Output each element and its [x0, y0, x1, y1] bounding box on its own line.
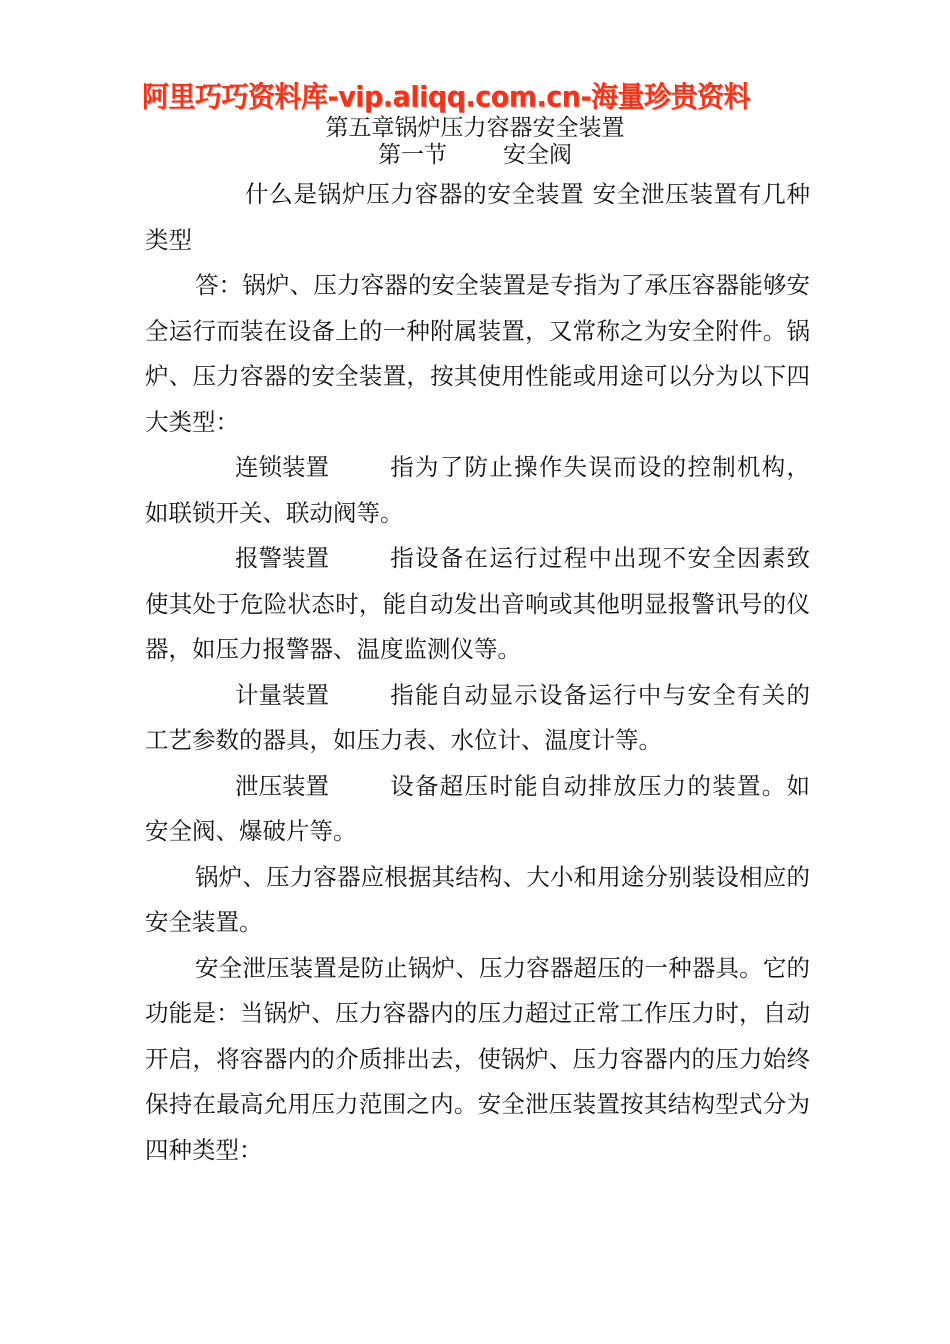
- section-name: 安全阀: [503, 142, 572, 168]
- body-paragraph: 安全泄压装置是防止锅炉、压力容器超压的一种器具。它的功能是：当锅炉、压力容器内的压力超过正常工作压力时，自动开启，将容器内的介质排出去，使锅炉、压力容器内的压力始终保持在最高允用压力范围之内。安全泄压装置按其结构型式分为四种类型：: [145, 953, 810, 1164]
- device-type-term: 报警装置: [235, 544, 329, 572]
- device-type-item: [145, 673, 810, 764]
- device-type-term: 连锁装置: [235, 453, 329, 481]
- watermark-banner: 阿里巧巧资料库-vip.aliqq.com.cn-海量珍贵资料: [142, 81, 751, 114]
- section-number: 第一节: [378, 142, 447, 168]
- document-body: [145, 172, 810, 1173]
- device-type-item: [145, 764, 810, 855]
- device-type-term: 计量装置: [235, 680, 329, 709]
- device-type-desc: 指设备在运行过程中出现不安全因素致使其处于危险状态时，能自动发出音响或其他明显报警讯号的仪器，如压力报警器、温度监测仪等。: [145, 544, 810, 663]
- answer-intro-paragraph: 答：锅炉、压力容器的安全装置是专指为了承压容器能够安全运行而装在设备上的一种附属装置，又常称之为安全附件。锅炉、压力容器的安全装置，按其使用性能或用途可以分为以下四大类型：: [145, 271, 810, 436]
- device-type-desc: 设备超压时能自动排放压力的装置。如安全阀、爆破片等。: [145, 771, 810, 845]
- device-type-desc: 指能自动显示设备运行中与安全有关的工艺参数的器具，如压力表、水位计、温度计等。: [145, 680, 810, 754]
- device-type-desc: 指为了防止操作失误而设的控制机构，如联锁开关、联动阀等。: [145, 453, 810, 527]
- body-paragraph: 锅炉、压力容器应根据其结构、大小和用途分别装设相应的安全装置。: [145, 862, 810, 936]
- device-type-term: 泄压装置: [235, 771, 329, 800]
- section-title: [0, 140, 950, 170]
- question-paragraph: 什么是锅炉压力容器的安全装置 安全泄压装置有几种类型: [145, 180, 810, 254]
- device-type-item: [145, 536, 810, 673]
- device-type-item: [145, 445, 810, 536]
- chapter-title: 第五章锅炉压力容器安全装置: [325, 115, 625, 141]
